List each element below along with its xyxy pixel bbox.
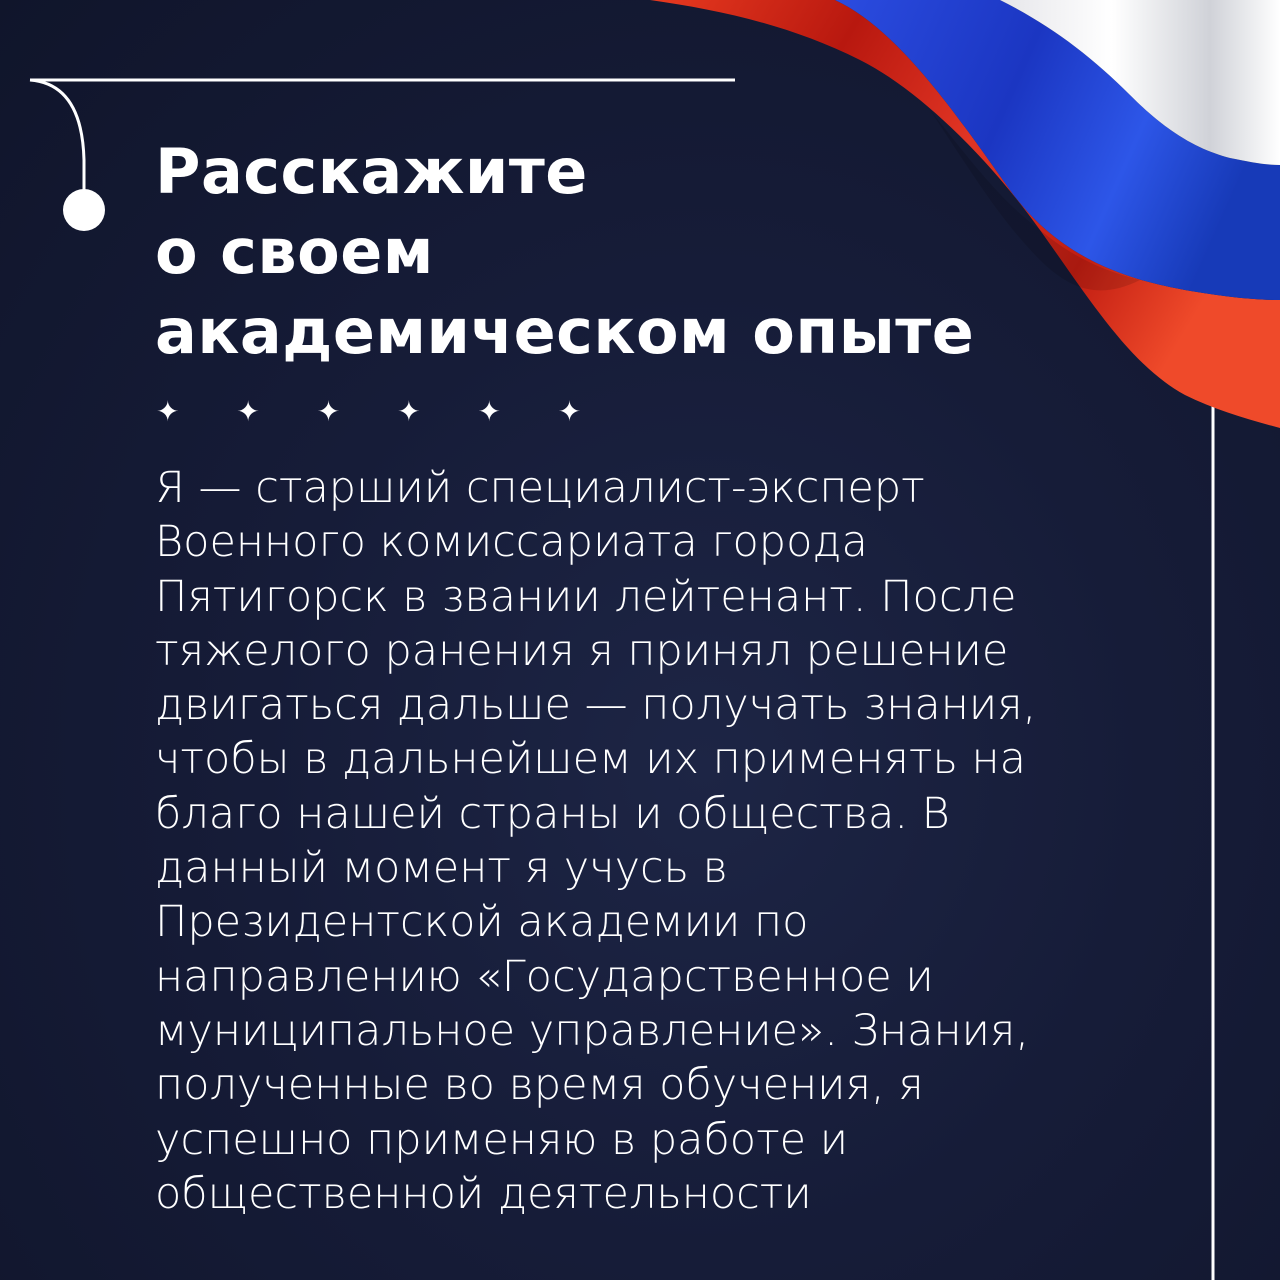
stars-divider: ✦ ✦ ✦ ✦ ✦ ✦ <box>156 395 606 428</box>
body-line: двигаться дальше — получать знания, <box>155 680 1037 731</box>
body-line: чтобы в дальнейшем их применять на <box>155 734 1026 785</box>
body-line: успешно применяю в работе и <box>155 1114 849 1165</box>
title-line-2: о своем <box>155 215 434 288</box>
body-line: полученные во время обучения, я <box>155 1060 924 1111</box>
body-line: благо нашей страны и общества. В <box>155 788 950 839</box>
title-line-1: Расскажите <box>155 135 588 208</box>
body-line: Президентской академии по <box>155 897 809 948</box>
page-title <box>155 132 1055 372</box>
body-line: общественной деятельности <box>155 1168 812 1219</box>
body-line: Я — старший специалист-эксперт <box>155 463 925 513</box>
body-line: муниципальное управление». Знания, <box>155 1005 1030 1056</box>
title-line-3: академическом опыте <box>155 295 975 368</box>
body-paragraph <box>155 461 1165 1221</box>
body-line: направлению «Государственное и <box>155 951 934 1002</box>
body-line: тяжелого ранения я принял решение <box>155 625 1009 676</box>
body-line: Пятигорск в звании лейтенант. После <box>155 571 1017 622</box>
body-line: данный момент я учусь в <box>155 843 728 894</box>
body-line: Военного комиссариата города <box>155 517 868 568</box>
